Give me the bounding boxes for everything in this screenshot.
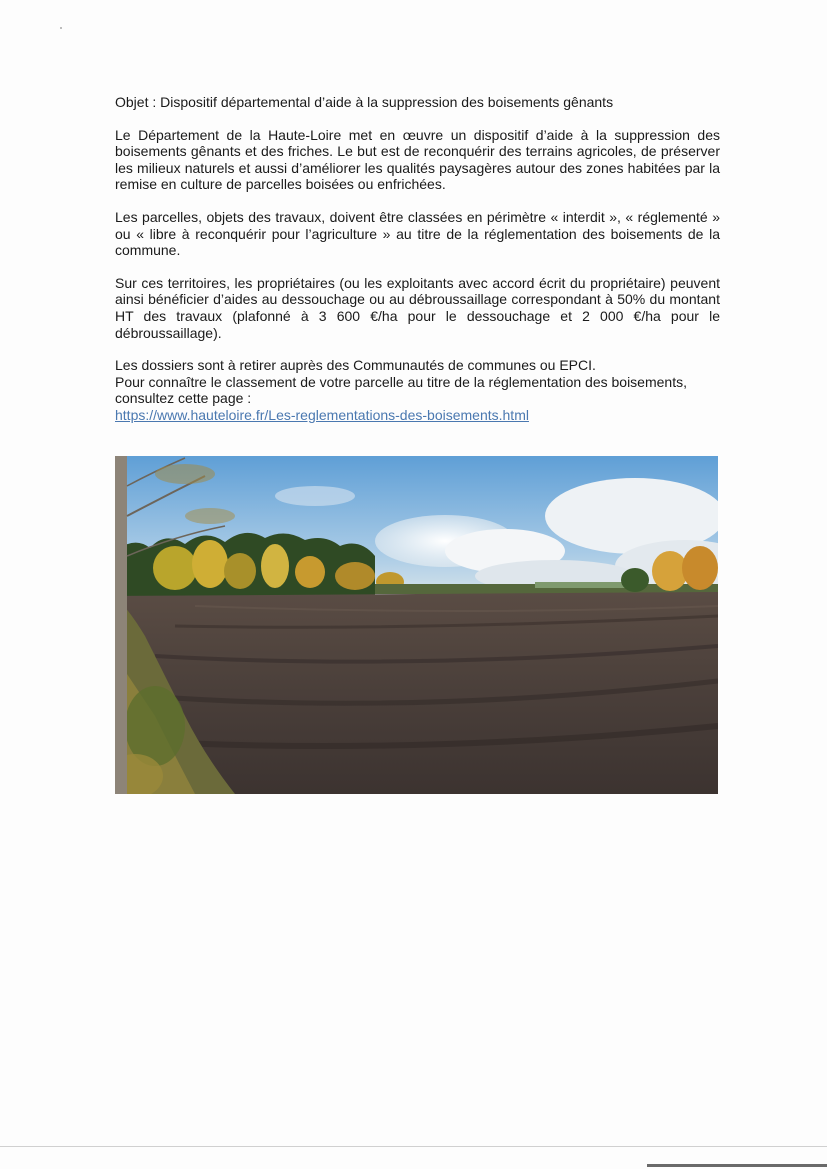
letter-body [115, 94, 720, 424]
subject-line: Objet : Dispositif départemental d’aide à la suppression des boisements gênants [115, 94, 614, 110]
regulations-link[interactable]: https://www.hauteloire.fr/Les-reglementations-des-boisements.html [115, 406, 529, 423]
scan-speck [60, 27, 62, 29]
paragraph-files: Les dossiers sont à retirer auprès des Communautés de communes ou EPCI. [115, 357, 596, 374]
field-photo [115, 456, 718, 794]
paragraph-intro: Le Département de la Haute-Loire met en œuvre un dispositif d’aide à la suppression des boisements gênants et des friches. Le but est de reconquérir des terrains agricoles, de préserver les milieux naturels et aussi d’améliorer les qualités paysagères autour des zones habitées par la remise en culture de parcelles boisées ou enfrichées. [115, 126, 720, 193]
field-landscape-image [115, 456, 718, 794]
scan-edge-mark [647, 1164, 827, 1167]
paragraph-consult: Pour connaître le classement de votre parcelle au titre de la réglementation des boisements, consultez cette page : [115, 373, 687, 407]
scan-edge-line [0, 1146, 827, 1147]
paragraph-parcels: Les parcelles, objets des travaux, doivent être classées en périmètre « interdit », « réglementé » ou « libre à reconquérir pour l’agriculture » au titre de la réglementation des boisements de la commune. [115, 208, 720, 259]
paragraph-aid: Sur ces territoires, les propriétaires (ou les exploitants avec accord écrit du propriétaire) peuvent ainsi bénéficier d’aides au dessouchage ou au débroussaillage correspondant à 50% du montant HT des travaux (plafonné à 3 600 €/ha pour le dessouchage et 2 000 €/ha pour le débroussaillage). [115, 274, 720, 341]
